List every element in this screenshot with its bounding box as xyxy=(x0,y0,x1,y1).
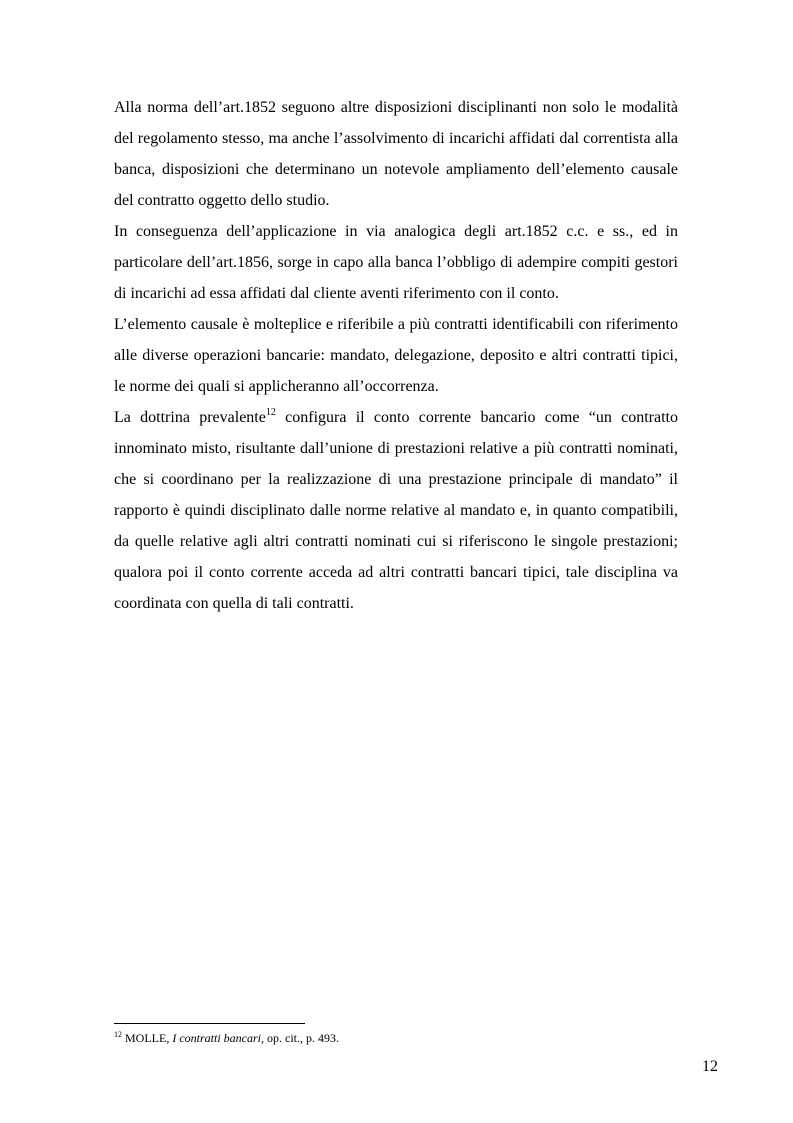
paragraph-2: In conseguenza dell’applicazione in via analogica degli art.1852 c.c. e ss., ed in particolare dell’art.1856, sorge in capo alla banca l’obbligo di adempire compiti gestori di incarichi ad essa affidati dal cliente aventi riferimento con il conto. xyxy=(114,223,678,302)
footnote-citation: op. cit., p. 493. xyxy=(264,1031,339,1045)
footnote-author: MOLLE, xyxy=(122,1031,173,1045)
paragraph-4 xyxy=(114,402,678,619)
body-text xyxy=(114,92,678,619)
footnote xyxy=(114,1031,678,1046)
paragraph-4-text-after-ref: configura il conto corrente bancario come “un contratto innominato misto, risultante dall’unione di prestazioni relative a più contratti nominati, che si coordinano per la realizzazione di una prestazione principale di mandato” il rapporto è quindi disciplinato dalle norme relative al mandato e, in quanto compatibili, da quelle relative agli altri contratti nominati cui si riferiscono le singole prestazioni; qualora poi il conto corrente acceda ad altri contratti bancari tipici, tale disciplina va coordinata con quella di tali contratti. xyxy=(114,409,678,612)
footnote-reference[interactable]: 12 xyxy=(265,407,276,418)
footnote-separator xyxy=(114,1023,305,1024)
page-number: 12 xyxy=(702,1058,718,1075)
paragraph-3: L’elemento causale è molteplice e riferibile a più contratti identificabili con riferimento alle diverse operazioni bancarie: mandato, delegazione, deposito e altri contratti tipici, le norme dei quali si applicheranno all’occorrenza. xyxy=(114,316,678,395)
footnote-title: I contratti bancari, xyxy=(172,1031,264,1045)
paragraph-1: Alla norma dell’art.1852 seguono altre disposizioni disciplinanti non solo le modalità del regolamento stesso, ma anche l’assolvimento di incarichi affidati dal correntista alla banca, disposizioni che determinano un notevole ampliamento dell’elemento causale del contratto oggetto dello studio. xyxy=(114,99,678,209)
footnote-number: 12 xyxy=(114,1030,122,1039)
paragraph-4-text-before-ref: La dottrina prevalente xyxy=(114,409,266,426)
